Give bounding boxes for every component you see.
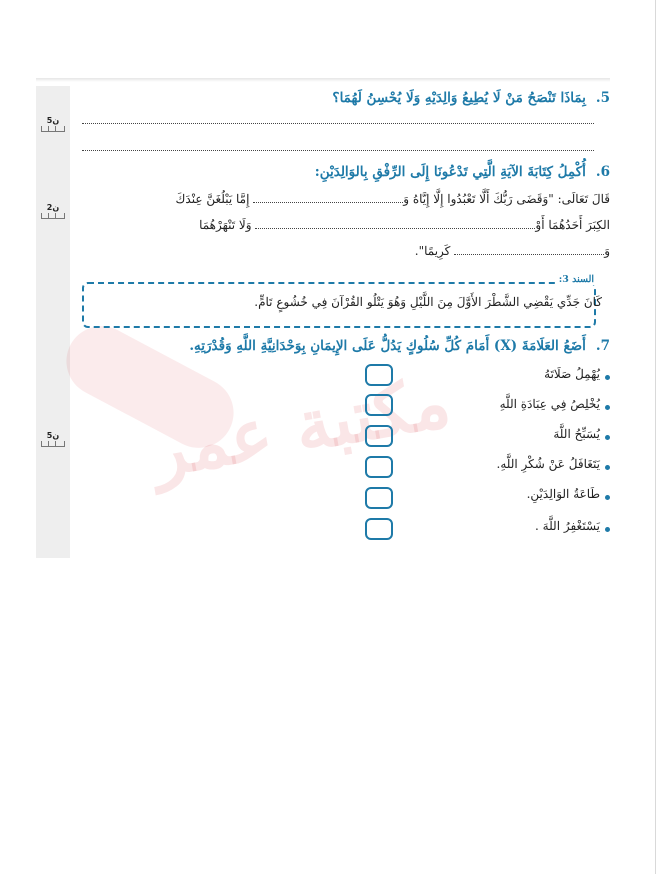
fill-blank[interactable] [255,218,535,229]
bullet-icon [605,465,610,470]
page-top-shadow [36,78,610,82]
score-label: 2ن [46,203,60,212]
score-marker-q5 [37,116,69,132]
verse-text: كَرِيمًا". [414,244,451,258]
bullet-icon [605,375,610,380]
score-label: 5ن [46,116,60,125]
bullet-icon [605,495,610,500]
checkbox[interactable] [365,518,393,540]
score-margin-column [36,86,70,558]
question-number: 5. [595,90,610,106]
source-label: السند 3: [555,274,598,285]
option-label: طَاعَةُ الوَالِدَيْنِ. [526,487,600,501]
question-7-heading [189,338,610,354]
option-label: يُهْمِلُ صَلَاتَهُ [544,367,600,381]
score-box [41,441,65,447]
question-6-heading [315,164,610,180]
score-marker-q6 [37,203,69,219]
score-marker-q7 [37,431,69,447]
verse-line-3 [415,244,610,258]
question-text: أَضَعُ العَلَامَةَ (X) أَمَامَ كُلِّ سُلُوكٍ يَدُلُّ عَلَى الإِيمَانِ بِوَحْدَانِيَّةِ اللَّهِ وَقُدْرَتِهِ. [189,338,586,354]
question-text: بِمَاذَا تَنْصَحُ مَنْ لَا يُطِيعُ وَالِدَيْهِ وَلَا يُحْسِنُ لَهُمَا؟ [332,90,586,106]
verse-text: وَ [604,244,610,258]
checkbox[interactable] [365,425,393,447]
bullet-icon [605,527,610,532]
option-label: يَتَغَافَلُ عَنْ شُكْرِ اللَّهِ. [496,457,600,471]
bullet-icon [605,435,610,440]
answer-line-2[interactable] [82,150,594,151]
verse-text: الكِبَرَ أَحَدُهُمَا أَوْ [535,218,610,232]
verse-line-1 [98,192,610,206]
watermark-text: مكتبة عمر [145,359,457,494]
option-label: يُسَبِّحُ اللَّهَ [553,427,600,441]
checkbox[interactable] [365,456,393,478]
bullet-icon [605,405,610,410]
score-box [41,126,65,132]
question-number: 6. [595,164,610,180]
verse-line-2 [98,218,610,232]
source-text: كَانَ جَدِّي يَقْضِي الشَّطْرَ الأَوَّلَ مِنَ اللَّيْلِ وَهُوَ يَتْلُو القُرْآنَ فِي خُشُوعٍ تَامٍّ. [254,295,602,309]
question-number: 7. [595,338,610,354]
score-label: 5ن [46,431,60,440]
option-label: يُخْلِصُ فِي عِبَادَةِ اللَّهِ [499,397,600,411]
answer-line-1[interactable] [82,123,594,124]
checkbox[interactable] [365,364,393,386]
question-5-heading [332,90,610,106]
option-label: يَسْتَغْفِرُ اللَّهَ . [535,519,600,533]
page-edge [655,0,656,874]
checkbox[interactable] [365,394,393,416]
fill-blank[interactable] [253,192,403,203]
score-box [41,213,65,219]
verse-text: إِمَّا يَبْلُغَنَّ عِنْدَكَ [175,192,250,206]
checkbox[interactable] [365,487,393,509]
question-text: أُكْمِلُ كِتَابَةَ الآيَةِ الَّتِي تَدْعُونَا إِلَى الرِّفْقِ بِالوَالِدَيْنِ: [314,164,586,180]
verse-text: وَلَا تَنْهَرْهُمَا [199,218,252,232]
fill-blank[interactable] [454,244,604,255]
verse-text: قَالَ تَعَالَى: "وَقَضَى رَبُّكَ أَلَّا تَعْبُدُوا إِلَّا إِيَّاهُ وَ [403,192,610,206]
